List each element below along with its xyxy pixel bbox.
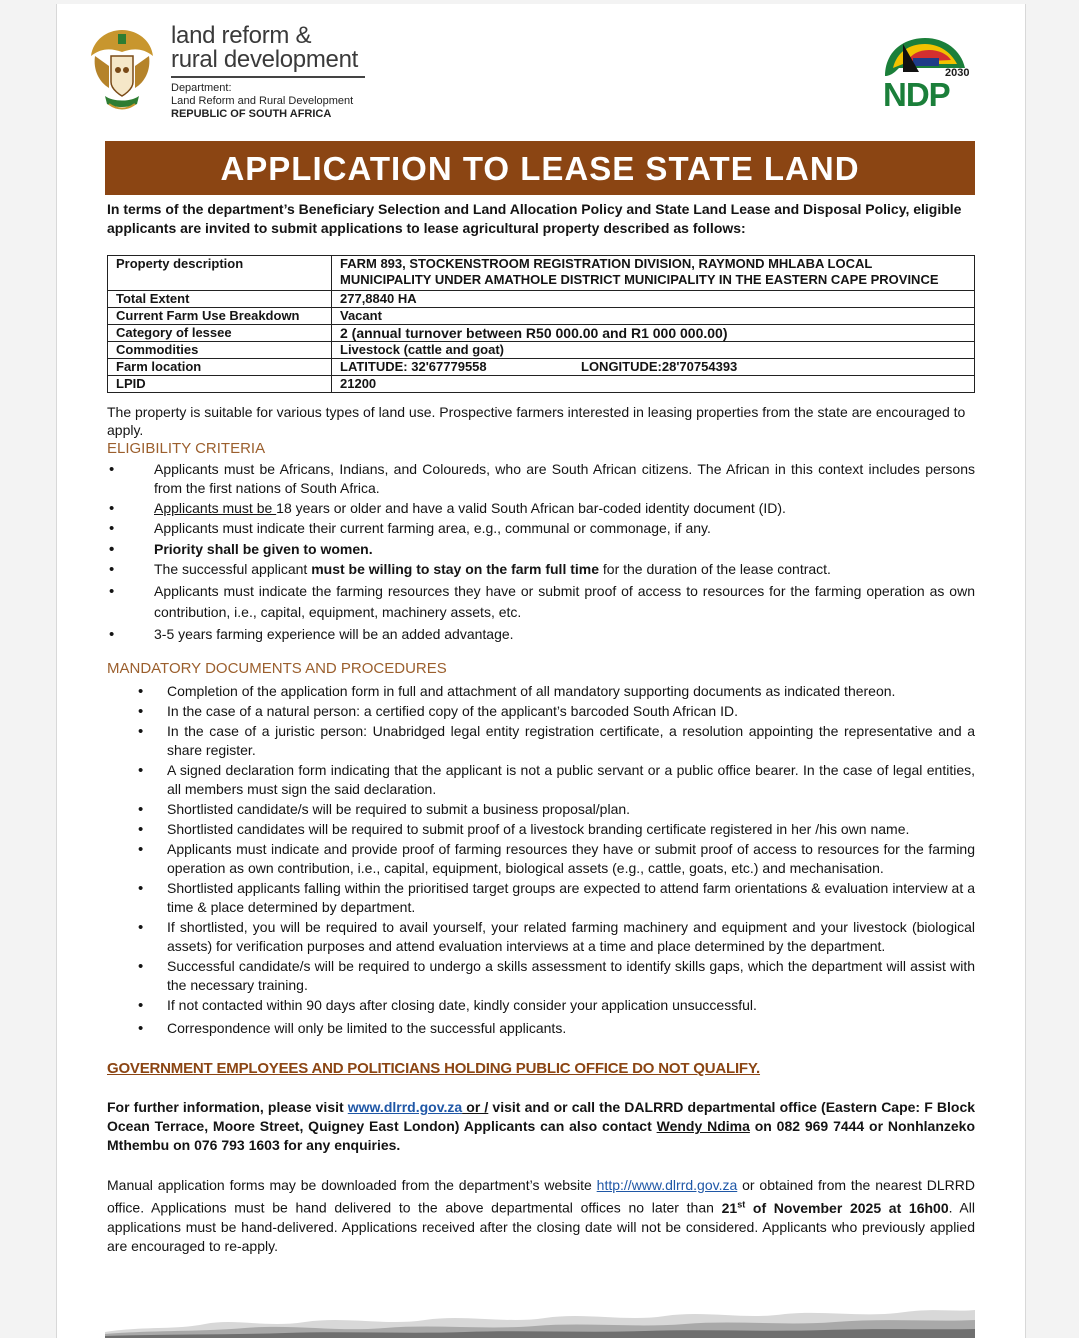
list-item: • Successful candidate/s will be required to undergo a skills assessment to identify skills gaps, which the department will assist with the necessary training. — [107, 957, 975, 995]
ndp-2030-logo — [879, 32, 969, 110]
lpid-label: LPID — [108, 376, 332, 393]
manual-forms-paragraph: Manual application forms may be downloaded from the department’s website http://www.dlrrd.gov.za or obtained from the nearest DLRRD office. Applications must be hand delivered to the above departmental offices no later than 21st of November 2025 at 16h00. All applications must be hand-delivered. Applications received after the closing date will not be considered. Applicants who previously applied are encouraged to re-apply. — [107, 1177, 976, 1254]
eligibility-list — [107, 460, 975, 644]
further-information: For further information, please visit www.dlrrd.gov.za or / visit and or call the DALRRD departmental office (Eastern Cape: F Block Ocean Terrace, Moore Street, Quigney East London) Applicants can also contact Wendy Ndima on 082 969 7444 or Nonhlanzeko Mthembu on 076 793 1603 for any enquiries. — [107, 1099, 976, 1153]
list-item: • A signed declaration form indicating that the applicant is not a public servant or a public office bearer. In the case of legal entities, all members must sign the said declaration. — [107, 761, 975, 799]
website-link[interactable]: www.dlrrd.gov.za — [347, 1099, 463, 1115]
list-item: • 3-5 years farming experience will be an added advantage. — [107, 625, 975, 644]
list-item: • Shortlisted candidate/s will be required to submit a business proposal/plan. — [107, 800, 975, 819]
mandatory-list — [107, 682, 975, 1038]
department-title-block — [171, 24, 365, 121]
total-extent-label: Total Extent — [108, 291, 332, 308]
longitude-value: LONGITUDE:28'70754393 — [581, 359, 738, 374]
department-name-line2: rural development — [171, 46, 359, 73]
farm-use-value: Vacant — [332, 308, 975, 325]
table-row — [108, 342, 975, 359]
commodities-value: Livestock (cattle and goat) — [332, 342, 975, 359]
table-row — [108, 359, 975, 376]
latitude-value: LATITUDE: 32'67779558 — [340, 359, 487, 374]
list-item: • If not contacted within 90 days after closing date, kindly consider your application unsuccessful. — [107, 996, 975, 1015]
list-item: • Applicants must be Africans, Indians, and Coloureds, who are South African citizens. The African in this context includes persons from the first nations of South Africa. — [107, 460, 975, 498]
list-item: • Completion of the application form in full and attachment of all mandatory supporting documents as indicated thereon. — [107, 682, 975, 701]
lpid-value: 21200 — [332, 376, 975, 393]
intro-paragraph: In terms of the department’s Beneficiary Selection and Land Allocation Policy and State Land Lease and Disposal Policy, eligible applicants are invited to submit applications to lease agricultural property described as follows: — [107, 201, 962, 236]
document-page — [56, 4, 1026, 1338]
eligibility-heading: ELIGIBILITY CRITERIA — [107, 440, 266, 457]
table-row — [108, 308, 975, 325]
list-item: • If shortlisted, you will be required to avail yourself, your related farming machinery and equipment and your livestock (biological assets) for verification purposes and attend evaluation interviews at a time and place determined by the department. — [107, 918, 975, 956]
list-item: • Applicants must indicate and provide proof of farming resources they have or submit proof of access to resources for the farming operation as own contribution, i.e., capital, equipment, biological assets (e.g., cattle, goats, etc.) and mechanisation. — [107, 840, 975, 878]
farm-use-label: Current Farm Use Breakdown — [108, 308, 332, 325]
department-label: Department: — [171, 81, 232, 94]
page-title: APPLICATION TO LEASE STATE LAND — [105, 141, 975, 195]
ndp-text: NDP — [883, 76, 950, 110]
list-item: • Correspondence will only be limited to the successful applicants. — [107, 1019, 975, 1038]
list-item: • In the case of a juristic person: Unabridged legal entity registration certificate, a resolution appointing the representative and a share register. — [107, 722, 975, 760]
department-full-name: Land Reform and Rural Development — [171, 94, 354, 107]
list-item: • Applicants must indicate the farming resources they have or submit proof of access to resources for the farming operation as own contribution, i.e., capital, equipment, machinery assets, etc. — [107, 581, 975, 623]
coat-of-arms-logo — [87, 26, 157, 112]
mandatory-heading: MANDATORY DOCUMENTS AND PROCEDURES — [107, 660, 447, 677]
commodities-label: Commodities — [108, 342, 332, 359]
table-row — [108, 291, 975, 308]
website-url-link[interactable]: http://www.dlrrd.gov.za — [596, 1177, 738, 1193]
country-name: REPUBLIC OF SOUTH AFRICA — [171, 107, 332, 120]
list-item: • Priority shall be given to women. — [107, 540, 975, 559]
lessee-category-label: Category of lessee — [108, 325, 332, 342]
list-item: • Applicants must be 18 years or older and have a valid South African bar-coded identity document (ID). — [107, 499, 975, 518]
table-row — [108, 376, 975, 393]
farm-location-value — [332, 359, 975, 376]
property-description-label: Property description — [108, 256, 332, 291]
list-item: • Shortlisted candidates will be required to submit proof of a livestock branding certificate registered in her /his own name. — [107, 820, 975, 839]
list-item: • Shortlisted applicants falling within the prioritised target groups are expected to attend farm orientations & evaluation interview at a time & place determined by department. — [107, 879, 975, 917]
ndp-year: 2030 — [945, 67, 969, 79]
list-item: • The successful applicant must be willing to stay on the farm full time for the duration of the lease contract. — [107, 560, 975, 579]
landscape-footer-illustration — [105, 1302, 975, 1338]
suitability-note: The property is suitable for various types of land use. Prospective farmers interested in leasing properties from the state are encouraged to apply. — [107, 404, 966, 438]
closing-date: 21st of November 2025 at 16h00 — [721, 1199, 949, 1216]
list-item: • In the case of a natural person: a certified copy of the applicant’s barcoded South African ID. — [107, 702, 975, 721]
government-notice: GOVERNMENT EMPLOYEES AND POLITICIANS HOLDING PUBLIC OFFICE DO NOT QUALIFY. — [107, 1060, 761, 1077]
department-name-line1: land reform & — [171, 22, 312, 49]
total-extent-value: 277,8840 HA — [332, 291, 975, 308]
contact-name: Wendy Ndima — [656, 1118, 750, 1134]
farm-location-label: Farm location — [108, 359, 332, 376]
property-description-value: FARM 893, STOCKENSTROOM REGISTRATION DIVISION, RAYMOND MHLABA LOCAL MUNICIPALITY UNDER AMATHOLE DISTRICT MUNICIPALITY IN THE EASTERN CAPE PROVINCE — [332, 256, 975, 291]
department-rule — [171, 76, 365, 78]
table-row — [108, 256, 975, 291]
lessee-category-value: 2 (annual turnover between R50 000.00 and R1 000 000.00) — [332, 325, 975, 342]
list-item: • Applicants must indicate their current farming area, e.g., communal or commonage, if any. — [107, 519, 975, 538]
table-row — [108, 325, 975, 342]
property-table — [107, 255, 975, 393]
